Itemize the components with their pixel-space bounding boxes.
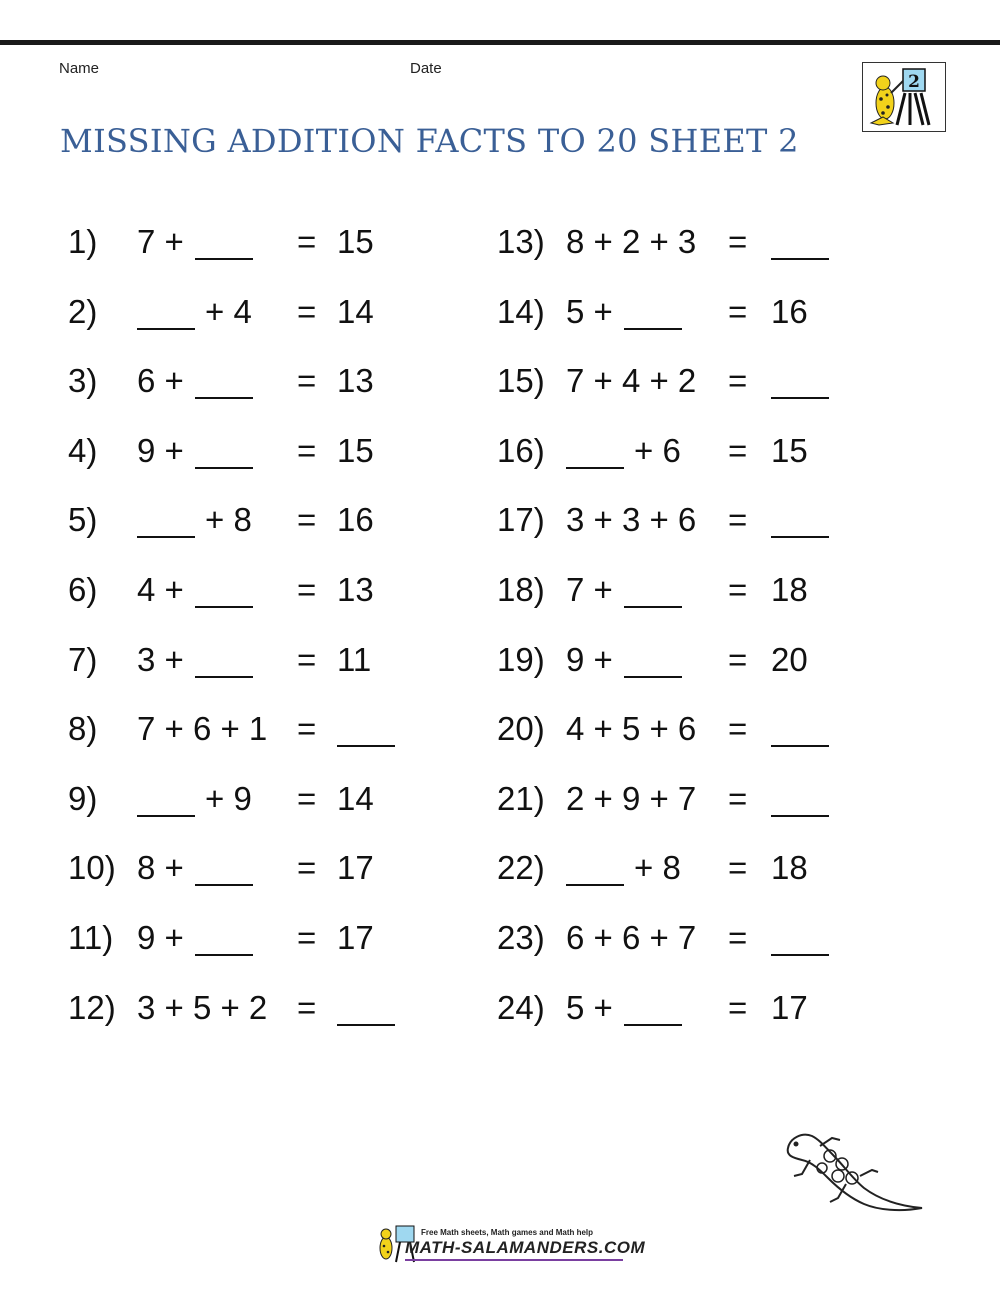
equals-sign: = [297, 223, 317, 260]
question-term: 8 + [137, 849, 184, 887]
equals-sign: = [728, 362, 748, 400]
equals-sign: = [297, 849, 317, 887]
question-term: + 9 [205, 779, 252, 817]
question-number: 22) [497, 849, 545, 887]
equals-sign: = [297, 292, 317, 330]
question-row [0, 568, 1000, 612]
answer-blank[interactable] [771, 777, 829, 817]
question-row [0, 638, 1000, 682]
question-term: + 8 [634, 849, 681, 887]
equals-sign: = [728, 431, 748, 469]
page-title: MISSING ADDITION FACTS TO 20 SHEET 2 [60, 122, 799, 160]
question-sum: 14 [337, 779, 374, 817]
footer-tagline: Free Math sheets, Math games and Math help [421, 1228, 594, 1237]
answer-blank[interactable] [624, 638, 682, 678]
question-number: 21) [497, 779, 545, 817]
question-number: 4) [68, 431, 98, 469]
question-number: 10) [68, 849, 116, 887]
equals-sign: = [728, 849, 748, 887]
equals-sign: = [297, 362, 317, 400]
question-sum: 13 [337, 362, 374, 400]
answer-blank[interactable] [566, 846, 624, 886]
question-row [0, 290, 1000, 334]
salamander-logo-icon [862, 62, 946, 132]
question-number: 14) [497, 292, 545, 330]
question-term: 3 + 3 + 6 [566, 501, 697, 539]
equals-sign: = [297, 779, 317, 817]
question-term: + 8 [205, 501, 252, 539]
question-number: 23) [497, 919, 545, 956]
question-term: 7 + 6 + 1 [137, 710, 268, 748]
equals-sign: = [728, 988, 748, 1026]
question-row [0, 777, 1000, 821]
equals-sign: = [297, 988, 317, 1026]
question-term: 6 + 6 + 7 [566, 919, 697, 956]
question-number: 13) [497, 223, 545, 260]
question-sum: 16 [771, 292, 808, 330]
question-number: 12) [68, 988, 116, 1026]
question-row [0, 220, 1000, 264]
question-sum: 18 [771, 849, 808, 887]
answer-blank[interactable] [771, 359, 829, 399]
question-number: 5) [68, 501, 98, 539]
question-number: 2) [68, 292, 98, 330]
question-sum: 18 [771, 571, 808, 608]
question-term: + 4 [205, 292, 252, 330]
question-row [0, 986, 1000, 1030]
question-number: 15) [497, 362, 545, 400]
question-term: 4 + [137, 571, 184, 608]
question-term: 2 + 9 + 7 [566, 779, 697, 817]
question-number: 20) [497, 710, 545, 748]
equals-sign: = [728, 223, 748, 260]
footer-site-link[interactable]: MATH-SALAMANDERS.COM [405, 1238, 646, 1257]
question-term: 9 + [137, 919, 184, 956]
question-term: 5 + [566, 988, 613, 1026]
question-row [0, 916, 1000, 960]
equals-sign: = [297, 501, 317, 539]
equals-sign: = [728, 710, 748, 748]
question-number: 24) [497, 988, 545, 1026]
equals-sign: = [297, 919, 317, 956]
question-number: 3) [68, 362, 98, 400]
question-sum: 17 [771, 988, 808, 1026]
question-term: 3 + [137, 640, 184, 678]
question-term: 7 + [137, 223, 184, 260]
question-term: 8 + 2 + 3 [566, 223, 697, 260]
question-term: 5 + [566, 292, 613, 330]
answer-blank[interactable] [771, 707, 829, 747]
answer-blank[interactable] [771, 916, 829, 956]
top-rule [0, 40, 1000, 45]
question-row [0, 429, 1000, 473]
question-sum: 14 [337, 292, 374, 330]
answer-blank[interactable] [624, 986, 682, 1026]
question-sum: 15 [337, 431, 374, 469]
equals-sign: = [297, 571, 317, 608]
equals-sign: = [297, 710, 317, 748]
question-row [0, 846, 1000, 890]
question-number: 11) [68, 919, 114, 956]
equals-sign: = [297, 640, 317, 678]
question-term: + 6 [634, 431, 681, 469]
question-number: 6) [68, 571, 98, 608]
answer-blank[interactable] [624, 568, 682, 608]
answer-blank[interactable] [771, 498, 829, 538]
question-row [0, 707, 1000, 751]
equals-sign: = [728, 292, 748, 330]
equals-sign: = [297, 431, 317, 469]
equals-sign: = [728, 501, 748, 539]
question-sum: 13 [337, 571, 374, 608]
answer-blank[interactable] [624, 290, 682, 330]
question-term: 4 + 5 + 6 [566, 710, 697, 748]
question-term: 7 + 4 + 2 [566, 362, 697, 400]
equals-sign: = [728, 640, 748, 678]
answer-blank[interactable] [566, 429, 624, 469]
salamander-drawing-icon [780, 1126, 930, 1216]
date-label: Date [410, 60, 442, 77]
question-term: 9 + [566, 640, 613, 678]
question-row [0, 359, 1000, 403]
question-sum: 16 [337, 501, 374, 539]
equals-sign: = [728, 919, 748, 956]
question-number: 1) [68, 223, 98, 260]
question-sum: 15 [771, 431, 808, 469]
question-term: 9 + [137, 431, 184, 469]
name-label: Name [59, 60, 100, 77]
answer-blank[interactable] [771, 220, 829, 260]
question-term: 6 + [137, 362, 184, 400]
question-number: 8) [68, 710, 98, 748]
question-sum: 15 [337, 223, 374, 260]
svg-text:2: 2 [908, 72, 920, 92]
question-number: 7) [68, 640, 98, 678]
question-sum: 17 [337, 919, 374, 956]
question-sum: 17 [337, 849, 374, 887]
footer-underline [405, 1259, 623, 1261]
question-number: 17) [497, 501, 545, 539]
question-sum: 11 [337, 640, 372, 678]
equals-sign: = [728, 779, 748, 817]
question-number: 16) [497, 431, 545, 469]
question-number: 9) [68, 779, 98, 817]
question-number: 19) [497, 640, 545, 678]
question-term: 7 + [566, 571, 613, 608]
question-term: 3 + 5 + 2 [137, 988, 268, 1026]
question-row [0, 498, 1000, 542]
question-sum: 20 [771, 640, 808, 678]
equals-sign: = [728, 571, 748, 608]
question-number: 18) [497, 571, 545, 608]
